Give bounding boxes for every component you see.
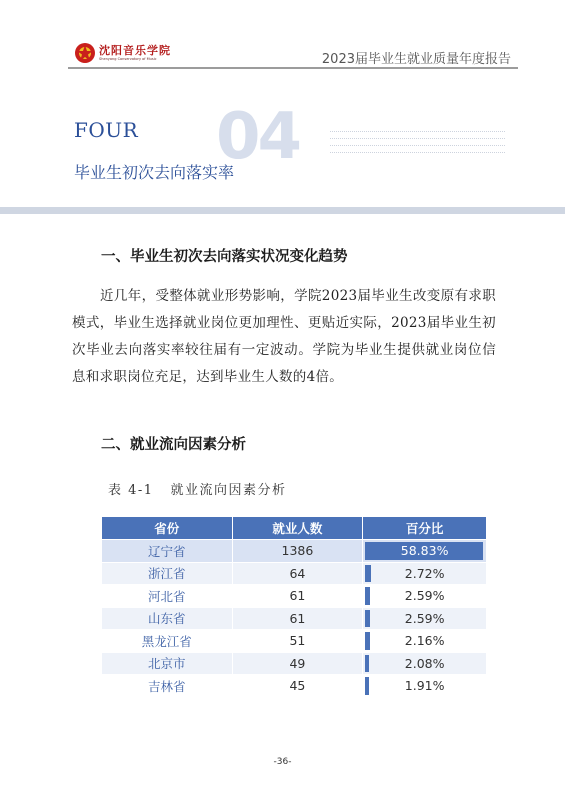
cell-percent: [363, 607, 487, 630]
percent-value: 2.72%: [404, 565, 445, 581]
cell-count: 45: [232, 675, 363, 698]
cell-province: 北京市: [102, 652, 233, 675]
percent-value: 2.59%: [404, 610, 445, 626]
cell-province: 山东省: [102, 607, 233, 630]
header-province: 省份: [102, 517, 233, 540]
chapter-banner: [0, 100, 565, 210]
chapter-divider-band: [0, 207, 565, 214]
table-caption: 表 4-1 就业流向因素分析: [108, 483, 287, 498]
table-row: [102, 562, 487, 585]
cell-percent: [363, 540, 487, 563]
cell-province: 吉林省: [102, 675, 233, 698]
cell-percent: [363, 585, 487, 608]
section-heading-trend: 一、毕业生初次去向落实状况变化趋势: [101, 249, 348, 265]
cell-count: 64: [232, 562, 363, 585]
percent-databar: [365, 677, 369, 695]
cell-percent: [363, 675, 487, 698]
page-header: [0, 0, 565, 72]
percent-value: 2.59%: [404, 588, 445, 604]
cell-count: 49: [232, 652, 363, 675]
cell-province: 浙江省: [102, 562, 233, 585]
table-row: [102, 607, 487, 630]
table-header-row: [102, 517, 487, 540]
percent-value: 2.16%: [404, 633, 445, 649]
cell-count: 51: [232, 630, 363, 653]
cell-percent: [363, 562, 487, 585]
percent-databar: [365, 610, 370, 628]
body-paragraph: 近几年，受整体就业形势影响，学院2023届毕业生改变原有求职模式，毕业生选择就业岗位更加理性、更贴近实际，2023届毕业生初次毕业去向落实率较往届有一定波动。学院为毕业生提供就业岗位信息和求职岗位充足，达到毕业生人数的4倍。: [72, 288, 496, 385]
table-row: [102, 630, 487, 653]
table-row: [102, 585, 487, 608]
percent-databar: [365, 587, 370, 605]
cell-province: 黑龙江省: [102, 630, 233, 653]
school-emblem-icon: [74, 42, 96, 64]
cell-count: 61: [232, 607, 363, 630]
header-percent: 百分比: [363, 517, 487, 540]
cell-count: 1386: [232, 540, 363, 563]
school-logo: [74, 42, 171, 64]
table-row: [102, 675, 487, 698]
percent-databar: [365, 655, 369, 673]
percent-databar: [365, 632, 369, 650]
decorative-dotted-lines: [330, 131, 505, 159]
cell-province: 河北省: [102, 585, 233, 608]
percent-value: 2.08%: [404, 655, 445, 671]
logo-english-name: Shenyang Conservatory of Music: [99, 56, 157, 61]
report-title: 2023届毕业生就业质量年度报告: [321, 52, 511, 67]
page-number: -36-: [273, 757, 292, 767]
percent-value: 1.91%: [404, 678, 445, 694]
cell-percent: [363, 652, 487, 675]
percent-value: 58.83%: [400, 543, 449, 559]
table-row: [102, 540, 487, 563]
chapter-label: FOUR: [74, 118, 139, 142]
cell-province: 辽宁省: [102, 540, 233, 563]
header-divider: [68, 67, 518, 69]
table-row: [102, 652, 487, 675]
chapter-title: 毕业生初次去向落实率: [74, 163, 235, 182]
chapter-number: 04: [216, 100, 300, 174]
employment-flow-table: [101, 516, 487, 698]
header-count: 就业人数: [232, 517, 363, 540]
percent-databar: [365, 565, 370, 583]
cell-count: 61: [232, 585, 363, 608]
logo-chinese-name: 沈阳音乐学院: [99, 43, 171, 57]
section-heading-flow: 二、就业流向因素分析: [101, 437, 246, 453]
cell-percent: [363, 630, 487, 653]
